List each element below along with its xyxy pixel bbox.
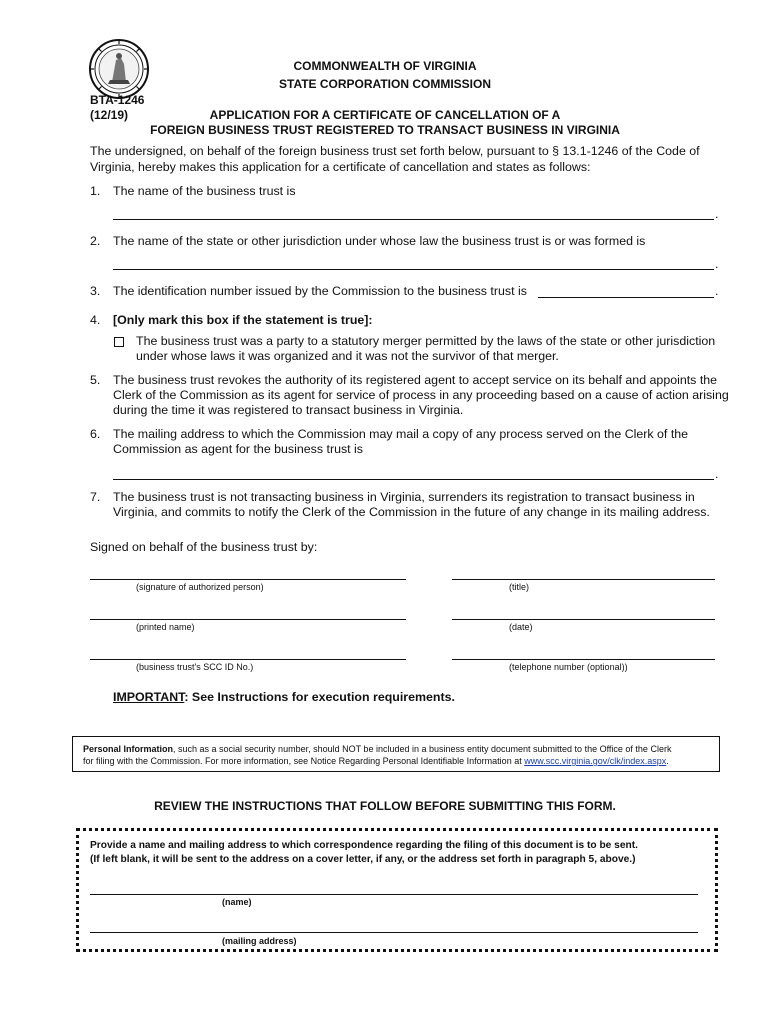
item-4-option-line1: The business trust was a party to a statutory merger permitted by the laws of the state or other jurisdiction: [136, 334, 716, 348]
identification-number-field[interactable]: [538, 297, 714, 298]
item-5-line2: Clerk of the Commission as its agent for service of process in any proceeding based on a cause of action arising: [113, 388, 729, 402]
item-6-period: .: [715, 467, 719, 481]
item-7-number: 7.: [90, 490, 101, 504]
telephone-caption: (telephone number (optional)): [509, 662, 628, 672]
correspondence-line1: Provide a name and mailing address to which correspondence regarding the filing of this document is to be sent.: [90, 840, 638, 851]
header-commission: STATE CORPORATION COMMISSION: [279, 77, 491, 91]
merger-checkbox[interactable]: [114, 337, 124, 347]
item-3-period: .: [715, 284, 719, 298]
signed-on-behalf-label: Signed on behalf of the business trust by:: [90, 540, 318, 554]
printed-name-caption: (printed name): [136, 622, 195, 632]
important-label: IMPORTANT: [113, 690, 185, 704]
business-trust-name-field[interactable]: [113, 219, 714, 220]
intro-line1: The undersigned, on behalf of the foreign business trust set forth below, pursuant to § 13.1-1246 of the Code of: [90, 144, 700, 158]
correspondence-address-field[interactable]: [90, 932, 698, 933]
date-field[interactable]: [452, 619, 715, 620]
mailing-address-field[interactable]: [113, 479, 714, 480]
personal-info-end: .: [666, 756, 669, 766]
item-2-period: .: [715, 257, 719, 271]
item-4-number: 4.: [90, 313, 101, 327]
signature-caption: (signature of authorized person): [136, 582, 264, 592]
personal-information-notice: [72, 736, 720, 772]
item-1-text: The name of the business trust is: [113, 184, 296, 198]
item-4-option-line2: under whose laws it was organized and it was not the survivor of that merger.: [136, 349, 559, 363]
item-1-period: .: [715, 207, 719, 221]
title-caption: (title): [509, 582, 529, 592]
form-title-line2: FOREIGN BUSINESS TRUST REGISTERED TO TRANSACT BUSINESS IN VIRGINIA: [150, 123, 620, 137]
scc-clerk-link[interactable]: www.scc.virginia.gov/clk/index.aspx: [524, 756, 667, 766]
scc-id-caption: (business trust's SCC ID No.): [136, 662, 254, 672]
item-3-text: The identification number issued by the Commission to the business trust is: [113, 284, 527, 298]
form-date: (12/19): [90, 108, 129, 122]
form-number: BTA-1246: [90, 93, 145, 107]
item-7-line2: Virginia, and commits to notify the Clerk of the Commission in the future of any change in its mailing address.: [113, 505, 710, 519]
printed-name-field[interactable]: [90, 619, 406, 620]
form-title-line1: APPLICATION FOR A CERTIFICATE OF CANCELLATION OF A: [209, 108, 561, 122]
correspondence-name-field[interactable]: [90, 894, 698, 895]
item-5-number: 5.: [90, 373, 101, 387]
signature-field[interactable]: [90, 579, 406, 580]
personal-info-label: Personal Information: [83, 744, 174, 754]
correspondence-address-caption: (mailing address): [222, 936, 297, 946]
important-text: : See Instructions for execution requirements.: [184, 690, 455, 704]
item-5-line3: during the time it was registered to transact business in Virginia.: [113, 403, 464, 417]
item-2-number: 2.: [90, 234, 101, 248]
correspondence-line2: (If left blank, it will be sent to the address on a cover letter, if any, or the address set forth in paragraph 5, above.): [90, 854, 636, 865]
review-instructions-heading: REVIEW THE INSTRUCTIONS THAT FOLLOW BEFORE SUBMITTING THIS FORM.: [154, 799, 616, 813]
item-5-line1: The business trust revokes the authority of its registered agent to accept service on its behalf and appoints the: [113, 373, 718, 387]
important-note: [113, 690, 455, 706]
correspondence-name-caption: (name): [222, 897, 252, 907]
telephone-field[interactable]: [452, 659, 715, 660]
personal-info-text2: for filing with the Commission. For more information, see Notice Regarding Personal Identifiable Information at: [83, 756, 525, 766]
scc-id-field[interactable]: [90, 659, 406, 660]
intro-line2: Virginia, hereby makes this application for a certificate of cancellation and states as follows:: [90, 160, 591, 174]
item-7-line1: The business trust is not transacting business in Virginia, surrenders its registration to transact business in: [113, 490, 695, 504]
item-6-number: 6.: [90, 427, 101, 441]
item-2-text: The name of the state or other jurisdiction under whose law the business trust is or was formed is: [113, 234, 646, 248]
date-caption: (date): [509, 622, 533, 632]
item-1-number: 1.: [90, 184, 101, 198]
item-4-instruction: [Only mark this box if the statement is true]:: [113, 313, 373, 327]
personal-info-text1: , such as a social security number, should NOT be included in a business entity document submitted to the Office of the Clerk: [173, 744, 672, 754]
item-3-number: 3.: [90, 284, 101, 298]
item-6-line1: The mailing address to which the Commission may mail a copy of any process served on the Clerk of the: [113, 427, 689, 441]
title-field[interactable]: [452, 579, 715, 580]
header-commonwealth: COMMONWEALTH OF VIRGINIA: [293, 59, 477, 73]
item-6-line2: Commission as agent for the business trust is: [113, 442, 363, 456]
jurisdiction-field[interactable]: [113, 269, 714, 270]
